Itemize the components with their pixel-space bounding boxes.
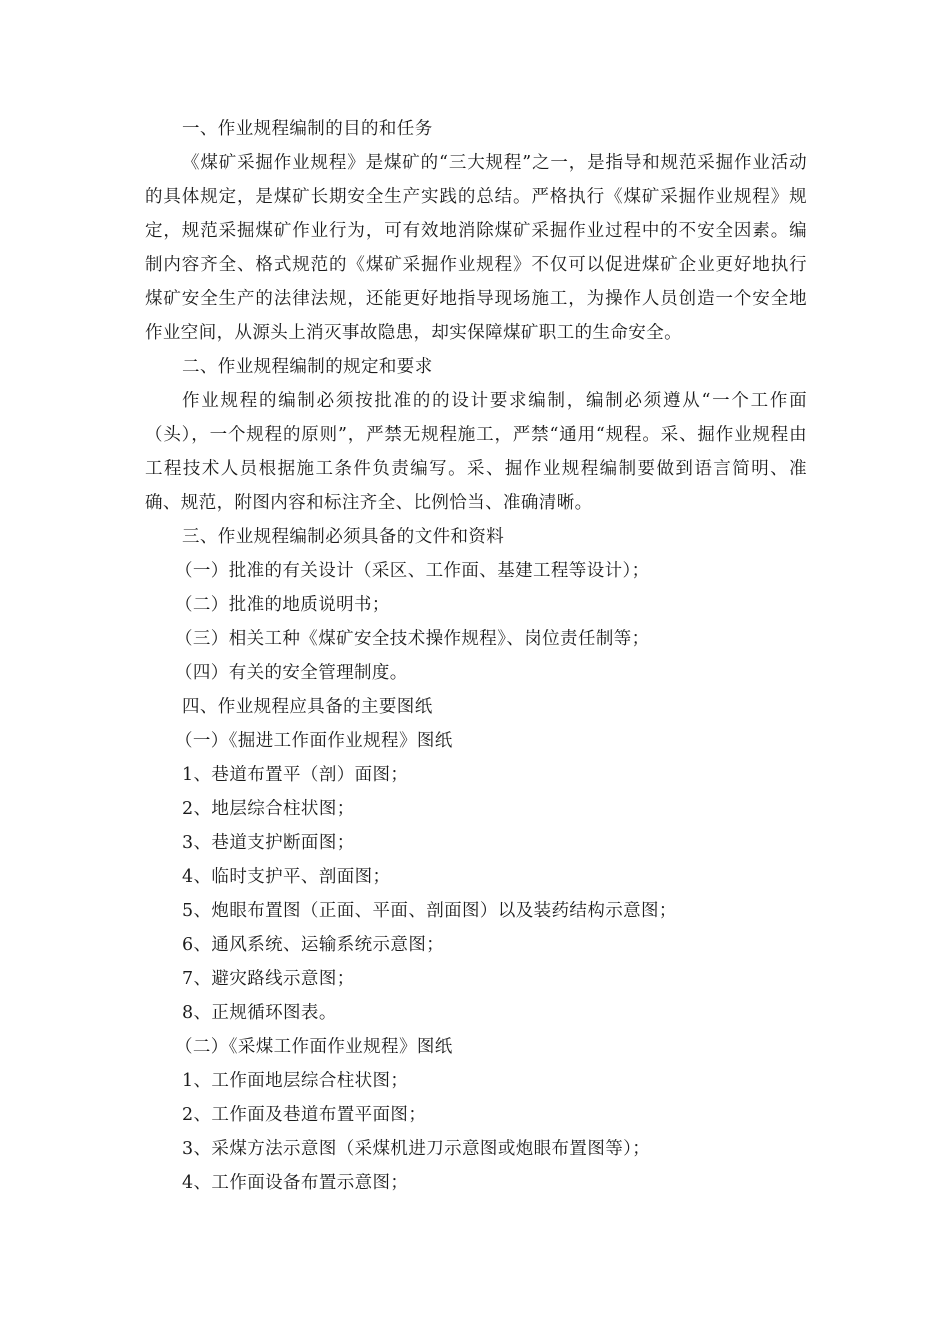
section-3-heading: 三、作业规程编制必须具备的文件和资料 [182,527,505,547]
section-3-item-1: （一）批准的有关设计（采区、工作面、基建工程等设计）； [175,561,650,581]
section-3-item-2: （二）批准的地质说明书； [175,595,390,615]
drawing-list-item: 1、工作面地层综合柱状图； [182,1071,409,1091]
drawing-list-item: 7、避灾路线示意图； [182,969,355,989]
drawing-list-item: 4、工作面设备布置示意图； [182,1173,409,1193]
section-1-paragraph: 《煤矿采掘作业规程》是煤矿的“三大规程”之一，是指导和规范采掘作业活动的具体规定，是煤矿长期安全生产实践的总结。严格执行《煤矿采掘作业规程》规定，规范采掘煤矿作业行为，可有效地消除煤矿采掘作业过程中的不安全因素。编制内容齐全、格式规范的《煤矿采掘作业规程》不仅可以促进煤矿企业更好地执行煤矿安全生产的法律法规，还能更好地指导现场施工，为操作人员创造一个安全地作业空间，从源头上消灭事故隐患，却实保障煤矿职工的生命安全。 [145,153,807,343]
drawing-list-item: 3、采煤方法示意图（采煤机进刀示意图或炮眼布置图等）； [182,1139,651,1159]
section-2-heading: 二、作业规程编制的规定和要求 [182,357,433,377]
drawing-list-item: 5、炮眼布置图（正面、平面、剖面图）以及装药结构示意图； [182,901,677,921]
drawing-list-item: 6、通风系统、运输系统示意图； [182,935,445,955]
drawing-list-item: 2、地层综合柱状图； [182,799,355,819]
section-4-subheading-2: （二）《采煤工作面作业规程》图纸 [175,1037,453,1057]
section-2-paragraph: 作业规程的编制必须按批准的的设计要求编制，编制必须遵从“一个工作面（头），一个规程的原则”，严禁无规程施工，严禁“通用“规程。采、掘作业规程由工程技术人员根据施工条件负责编写。采、掘作业规程编制要做到语言简明、准确、规范，附图内容和标注齐全、比例恰当、准确清晰。 [145,391,807,513]
section-3-item-4: （四）有关的安全管理制度。 [175,663,408,683]
document-body [145,112,807,1200]
section-4-subheading-1: （一）《掘进工作面作业规程》图纸 [175,731,453,751]
drawing-list-item: 8、正规循环图表。 [182,1003,337,1023]
section-1-heading: 一、作业规程编制的目的和任务 [182,119,433,139]
drawing-list-item: 4、临时支护平、剖面图； [182,867,391,887]
section-3-item-3: （三）相关工种《煤矿安全技术操作规程》、岗位责任制等； [175,629,650,649]
section-4-heading: 四、作业规程应具备的主要图纸 [182,697,433,717]
drawing-list-item: 2、工作面及巷道布置平面图； [182,1105,427,1125]
drawing-list-item: 3、巷道支护断面图； [182,833,355,853]
drawing-list-item: 1、巷道布置平（剖）面图； [182,765,409,785]
